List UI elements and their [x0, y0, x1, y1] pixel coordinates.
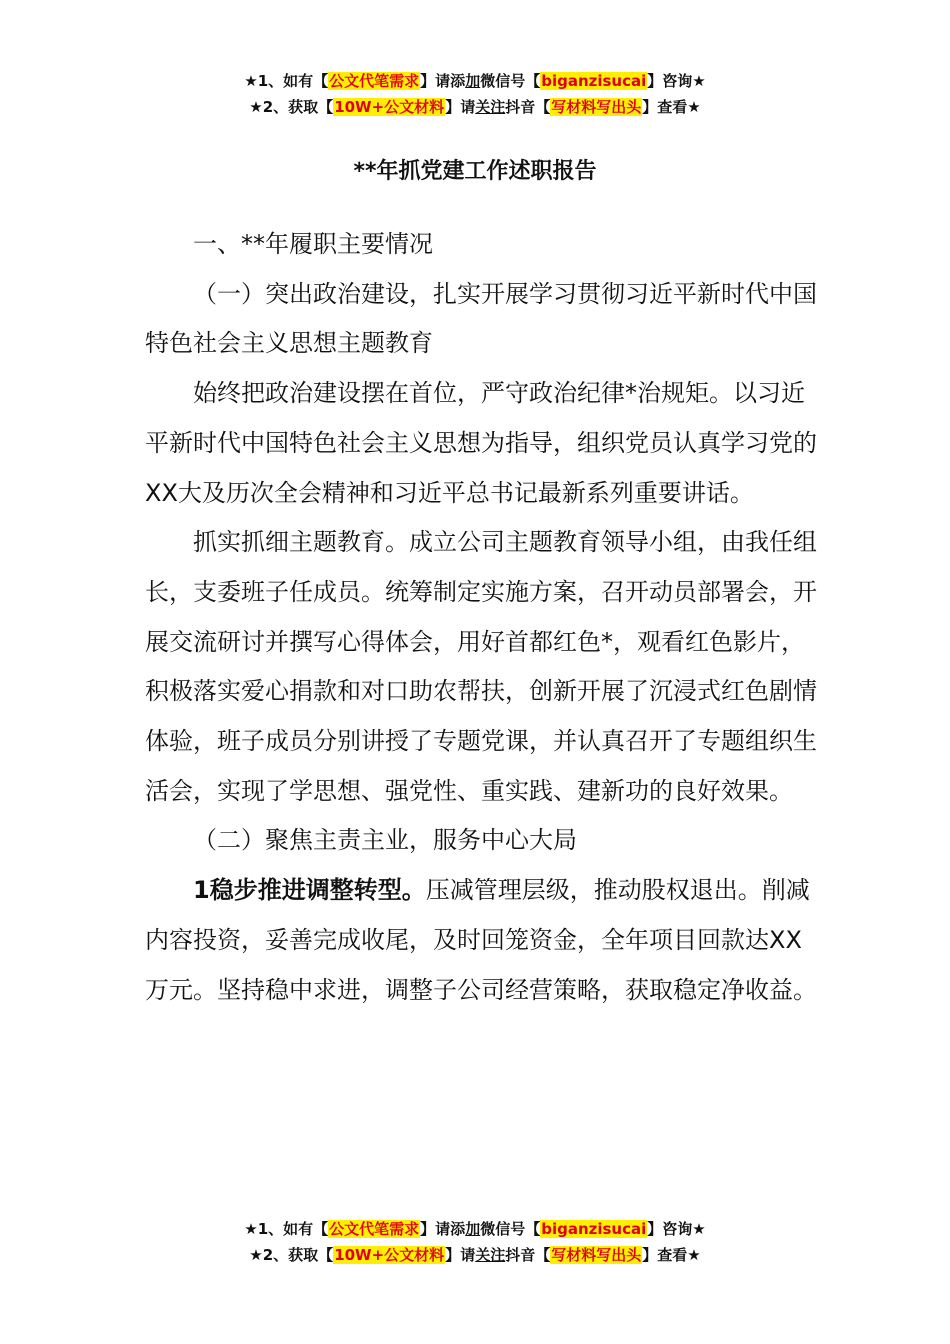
promo-highlight: 10W+公文材料 — [334, 1246, 445, 1264]
promo-text: ★2、获取【 — [249, 1246, 334, 1264]
promo-text: 】咨询★ — [647, 1220, 706, 1238]
promo-line-2 — [0, 1242, 950, 1268]
document-body — [145, 220, 817, 1015]
promo-text: 抖音【 — [505, 1246, 551, 1264]
promo-underline: 关注 — [475, 98, 506, 116]
promo-text: 】查看★ — [642, 1246, 701, 1264]
promo-text: 】请添 — [420, 72, 466, 90]
promo-banner-bottom — [0, 1216, 950, 1268]
promo-text: ★1、如有【 — [244, 72, 329, 90]
promo-line-2 — [0, 94, 950, 120]
paragraph-text: 压减管理层级，推动股权退出。削减内容投资，妥善完成收尾，及时回笼资金，全年项目回款达XX万元。坚持稳中求进，调整子公司经营策略，获取稳定净收益。 — [145, 876, 817, 1004]
subsection-heading: （二）聚焦主责主业，服务中心大局 — [193, 826, 577, 855]
document-title: **年抓党建工作述职报告 — [353, 159, 597, 184]
promo-highlight: 写材料写出头 — [551, 98, 642, 116]
promo-text: 微信号【 — [480, 72, 541, 90]
promo-underline: 加 — [465, 1220, 481, 1238]
promo-highlight: biganzisucai — [541, 72, 647, 90]
promo-highlight: biganzisucai — [541, 1220, 647, 1238]
paragraph-lead: 1稳步推进调整转型。 — [193, 876, 426, 905]
promo-text: 】咨询★ — [647, 72, 706, 90]
promo-highlight: 公文代笔需求 — [329, 72, 420, 90]
promo-text: 】查看★ — [642, 98, 701, 116]
section-heading: 一、**年履职主要情况 — [193, 230, 433, 258]
paragraph — [145, 866, 817, 1015]
promo-line-1 — [0, 1216, 950, 1242]
promo-text: ★2、获取【 — [249, 98, 334, 116]
promo-highlight: 10W+公文材料 — [334, 98, 445, 116]
promo-underline: 关注 — [475, 1246, 506, 1264]
subsection-heading: （一）突出政治建设，扎实开展学习贯彻习近平新时代中国特色社会主义思想主题教育 — [145, 279, 817, 358]
promo-text: 】请 — [445, 98, 476, 116]
promo-underline: 加 — [465, 72, 481, 90]
promo-text: 抖音【 — [505, 98, 551, 116]
promo-text: ★1、如有【 — [244, 1220, 329, 1238]
promo-highlight: 写材料写出头 — [551, 1246, 642, 1264]
promo-text: 微信号【 — [480, 1220, 541, 1238]
promo-text: 】请 — [445, 1246, 476, 1264]
paragraph: 始终把政治建设摆在首位，严守政治纪律*治规矩。以习近平新时代中国特色社会主义思想为指导，组织党员认真学习党的XX大及历次全会精神和习近平总书记最新系列重要讲话。 — [145, 379, 817, 507]
promo-highlight: 公文代笔需求 — [329, 1220, 420, 1238]
promo-text: 】请添 — [420, 1220, 466, 1238]
promo-line-1 — [0, 68, 950, 94]
promo-banner-top — [0, 68, 950, 120]
paragraph: 抓实抓细主题教育。成立公司主题教育领导小组，由我任组长，支委班子任成员。统筹制定实施方案，召开动员部署会，开展交流研讨并撰写心得体会，用好首都红色*，观看红色影片，积极落实爱心捐款和对口助农帮扶，创新开展了沉浸式红色剧情体验，班子成员分别讲授了专题党课，并认真召开了专题组织生活会，实现了学思想、强党性、重实践、建新功的良好效果。 — [145, 528, 817, 805]
